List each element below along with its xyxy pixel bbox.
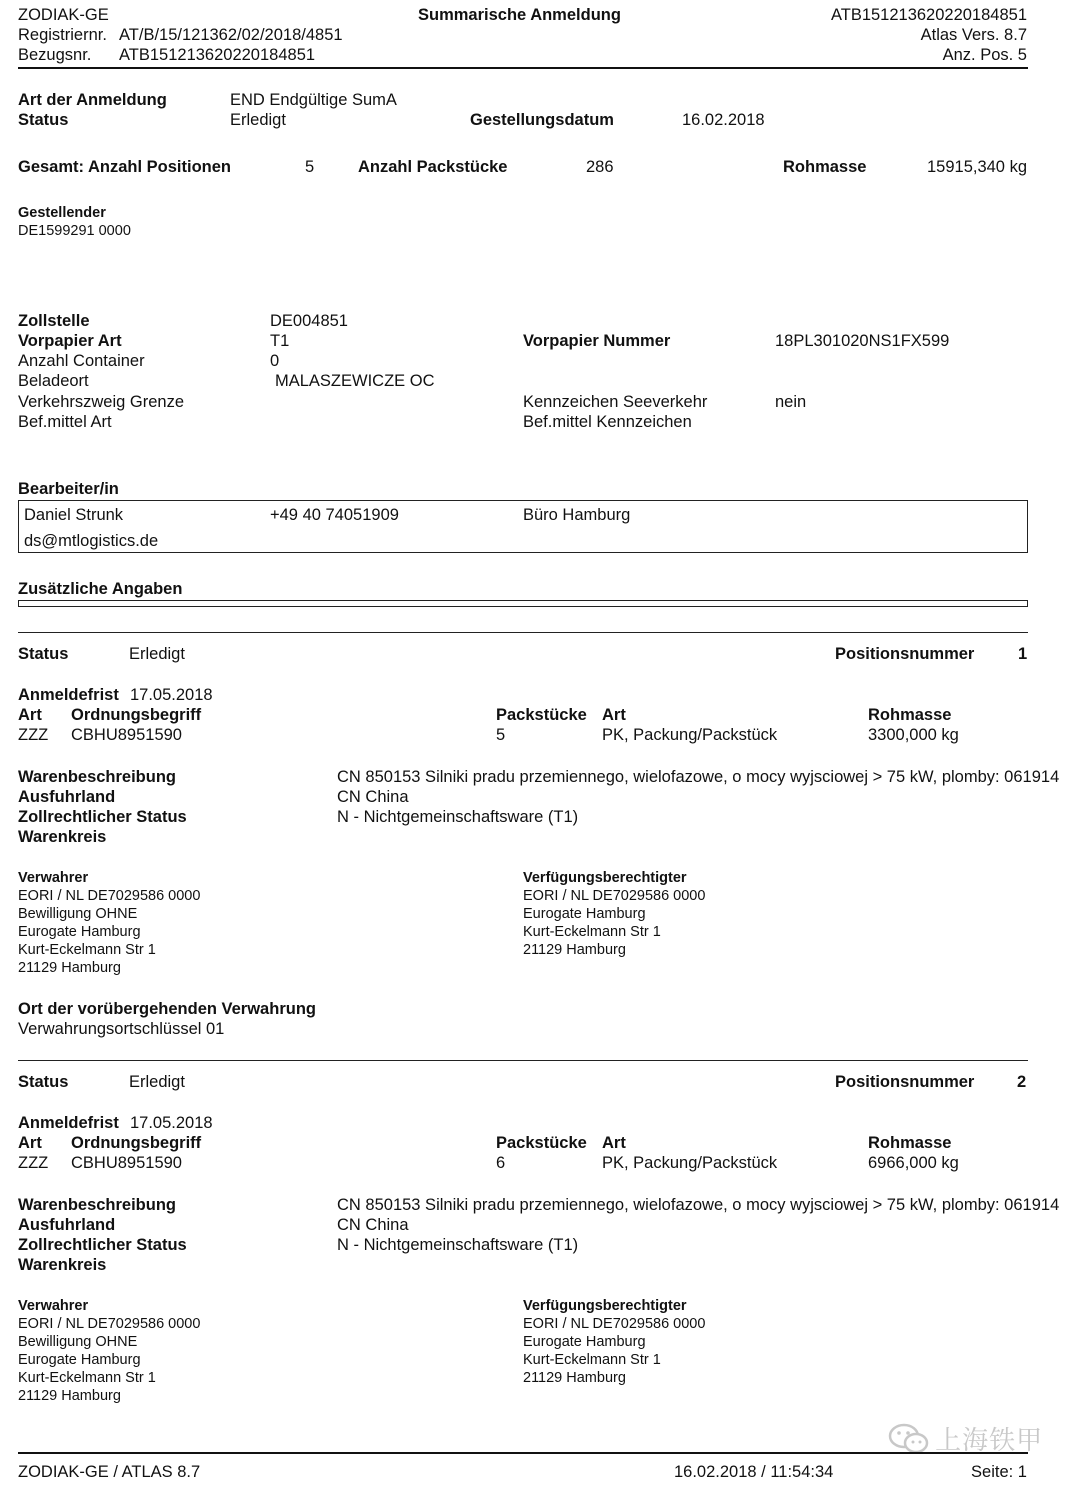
pos2-verfuegung-label: Verfügungsberechtigter — [523, 1298, 687, 1314]
art-der-anmeldung-value: END Endgültige SumA — [230, 91, 397, 109]
gestellungsdatum-value: 16.02.2018 — [682, 111, 765, 129]
pos1-verwahrer-line: 21129 Hamburg — [18, 960, 121, 976]
zusaetzliche-angaben-title: Zusätzliche Angaben — [18, 580, 183, 598]
seeverkehr-value: nein — [775, 393, 807, 411]
bearbeiter-phone: +49 40 74051909 — [270, 506, 399, 524]
pos1-verwahrer-line: Bewilligung OHNE — [18, 906, 138, 922]
zollstelle-label: Zollstelle — [18, 312, 90, 330]
footer-page-number: Seite: 1 — [971, 1463, 1027, 1481]
pos2-verfuegung-line: 21129 Hamburg — [523, 1370, 626, 1386]
pos2-packstuecke-value: 6 — [496, 1154, 506, 1172]
pos2-zollrecht-value: N - Nichtgemeinschaftsware (T1) — [337, 1236, 579, 1254]
pos2-status-label: Status — [18, 1073, 69, 1091]
gestellender-value: DE1599291 0000 — [18, 223, 131, 239]
pos1-status-label: Status — [18, 645, 69, 663]
pos2-warenbeschreibung-label: Warenbeschreibung — [18, 1196, 176, 1214]
anzahl-positionen-header: Anz. Pos. 5 — [942, 46, 1027, 64]
pos2-packstuecke-label: Packstücke — [496, 1134, 587, 1152]
pos1-positionsnummer-value: 1 — [1018, 645, 1028, 663]
rohmasse-label: Rohmasse — [783, 158, 867, 176]
pos1-verfuegung-line: Eurogate Hamburg — [523, 906, 646, 922]
befmittel-kennzeichen-label: Bef.mittel Kennzeichen — [523, 413, 692, 431]
ort-verwahrung-title: Ort der vorübergehenden Verwahrung — [18, 1000, 316, 1018]
pos1-rohmasse-label: Rohmasse — [868, 706, 952, 724]
pos2-rohmasse-value: 6966,000 kg — [868, 1154, 959, 1172]
pos2-packart-label: Art — [602, 1134, 626, 1152]
pos1-status-value: Erledigt — [129, 645, 185, 663]
bearbeiter-office: Büro Hamburg — [523, 506, 631, 524]
pos1-verfuegung-line: 21129 Hamburg — [523, 942, 626, 958]
zollstelle-value: DE004851 — [270, 312, 348, 330]
bezugsnr-label: Bezugsnr. — [18, 46, 92, 64]
pos2-rohmasse-label: Rohmasse — [868, 1134, 952, 1152]
pos2-status-value: Erledigt — [129, 1073, 185, 1091]
pos2-verwahrer-line: Kurt-Eckelmann Str 1 — [18, 1370, 156, 1386]
pos1-warenkreis-label: Warenkreis — [18, 828, 107, 846]
watermark-text: 上海铁甲 — [935, 1426, 1044, 1456]
bearbeiter-name: Daniel Strunk — [24, 506, 124, 524]
pos1-verfuegung-line: Kurt-Eckelmann Str 1 — [523, 924, 661, 940]
pos1-packart-label: Art — [602, 706, 626, 724]
pos2-ordnungsbegriff-value: CBHU8951590 — [71, 1154, 182, 1172]
pos2-positionsnummer-label: Positionsnummer — [835, 1073, 975, 1091]
status-value: Erledigt — [230, 111, 286, 129]
pos1-rohmasse-value: 3300,000 kg — [868, 726, 959, 744]
gesamt-positionen-label: Gesamt: Anzahl Positionen — [18, 158, 232, 176]
pos1-anmeldefrist-label: Anmeldefrist — [18, 686, 119, 704]
anzahl-container-label: Anzahl Container — [18, 352, 145, 370]
pos1-art-value: ZZZ — [18, 726, 49, 744]
pos2-warenbeschreibung-value: CN 850153 Silniki pradu przemiennego, wielofazowe, o mocy wyjsciowej > 75 kW, plomby: 061914 — [337, 1196, 1060, 1214]
footer-divider — [18, 1452, 1028, 1454]
pos1-art-label: Art — [18, 706, 42, 724]
pos1-ordnungsbegriff-value: CBHU8951590 — [71, 726, 182, 744]
beladeort-label: Beladeort — [18, 372, 89, 390]
footer-left: ZODIAK-GE / ATLAS 8.7 — [18, 1463, 201, 1481]
pos2-anmeldefrist-label: Anmeldefrist — [18, 1114, 119, 1132]
pos1-zollrecht-value: N - Nichtgemeinschaftsware (T1) — [337, 808, 579, 826]
header-divider — [18, 67, 1028, 69]
pos1-packstuecke-label: Packstücke — [496, 706, 587, 724]
art-der-anmeldung-label: Art der Anmeldung — [18, 91, 167, 109]
company-name: ZODIAK-GE — [18, 6, 109, 24]
pos1-ausfuhrland-value: CN China — [337, 788, 409, 806]
pos1-ausfuhrland-label: Ausfuhrland — [18, 788, 116, 806]
vorpapier-art-value: T1 — [270, 332, 290, 350]
footer-timestamp: 16.02.2018 / 11:54:34 — [674, 1463, 834, 1481]
pos1-verfuegung-line: EORI / NL DE7029586 0000 — [523, 888, 706, 904]
pos2-warenkreis-label: Warenkreis — [18, 1256, 107, 1274]
pos1-packstuecke-value: 5 — [496, 726, 506, 744]
bearbeiter-email: ds@mtlogistics.de — [24, 532, 159, 550]
pos1-positionsnummer-label: Positionsnummer — [835, 645, 975, 663]
pos1-warenbeschreibung-label: Warenbeschreibung — [18, 768, 176, 786]
vorpapier-art-label: Vorpapier Art — [18, 332, 122, 350]
pos2-packart-value: PK, Packung/Packstück — [602, 1154, 778, 1172]
pos1-packart-value: PK, Packung/Packstück — [602, 726, 778, 744]
pos1-verfuegung-label: Verfügungsberechtigter — [523, 870, 687, 886]
registriernr-value: AT/B/15/121362/02/2018/4851 — [119, 26, 343, 44]
pos2-ordnungsbegriff-label: Ordnungsbegriff — [71, 1134, 202, 1152]
pos2-verfuegung-line: Eurogate Hamburg — [523, 1334, 646, 1350]
pos2-verwahrer-label: Verwahrer — [18, 1298, 89, 1314]
bearbeiter-title: Bearbeiter/in — [18, 480, 119, 498]
pos1-zollrecht-label: Zollrechtlicher Status — [18, 808, 187, 826]
pos2-verwahrer-line: 21129 Hamburg — [18, 1388, 121, 1404]
pos2-anmeldefrist-value: 17.05.2018 — [130, 1114, 213, 1132]
vorpapier-nummer-value: 18PL301020NS1FX599 — [775, 332, 950, 350]
pos2-positionsnummer-value: 2 — [1017, 1073, 1027, 1091]
pos2-art-value: ZZZ — [18, 1154, 49, 1172]
pos2-verwahrer-line: EORI / NL DE7029586 0000 — [18, 1316, 201, 1332]
pos1-verwahrer-line: Eurogate Hamburg — [18, 924, 141, 940]
gestellender-label: Gestellender — [18, 205, 106, 221]
status-label: Status — [18, 111, 69, 129]
pos2-zollrecht-label: Zollrechtlicher Status — [18, 1236, 187, 1254]
pos1-verwahrer-label: Verwahrer — [18, 870, 89, 886]
pos1-anmeldefrist-value: 17.05.2018 — [130, 686, 213, 704]
gestellungsdatum-label: Gestellungsdatum — [470, 111, 614, 129]
registriernr-label: Registriernr. — [18, 26, 107, 44]
position-1-divider — [18, 632, 1028, 633]
bezugsnr-value: ATB151213620220184851 — [119, 46, 316, 64]
position-2-divider — [18, 1060, 1028, 1061]
reference-top-right: ATB151213620220184851 — [830, 6, 1027, 24]
pos2-art-label: Art — [18, 1134, 42, 1152]
seeverkehr-label: Kennzeichen Seeverkehr — [523, 393, 708, 411]
wechat-icon — [888, 1422, 930, 1456]
rohmasse-value: 15915,340 kg — [926, 158, 1027, 176]
gesamt-positionen-value: 5 — [305, 158, 315, 176]
pos2-ausfuhrland-label: Ausfuhrland — [18, 1216, 116, 1234]
zusaetzliche-angaben-box — [18, 600, 1028, 607]
anzahl-packstuecke-label: Anzahl Packstücke — [358, 158, 508, 176]
pos1-verwahrer-line: Kurt-Eckelmann Str 1 — [18, 942, 156, 958]
beladeort-value: MALASZEWICZE OC — [275, 372, 435, 390]
anzahl-container-value: 0 — [270, 352, 280, 370]
pos1-warenbeschreibung-value: CN 850153 Silniki pradu przemiennego, wielofazowe, o mocy wyjsciowej > 75 kW, plomby: 061914 — [337, 768, 1060, 786]
verkehrszweig-label: Verkehrszweig Grenze — [18, 393, 184, 411]
pos2-verfuegung-line: Kurt-Eckelmann Str 1 — [523, 1352, 661, 1368]
ort-verwahrung-value: Verwahrungsortschlüssel 01 — [18, 1020, 225, 1038]
pos2-verwahrer-line: Bewilligung OHNE — [18, 1334, 138, 1350]
anzahl-packstuecke-value: 286 — [586, 158, 614, 176]
version-text: Atlas Vers. 8.7 — [920, 26, 1027, 44]
pos1-verwahrer-line: EORI / NL DE7029586 0000 — [18, 888, 201, 904]
befmittel-art-label: Bef.mittel Art — [18, 413, 112, 431]
pos2-verwahrer-line: Eurogate Hamburg — [18, 1352, 141, 1368]
document-title: Summarische Anmeldung — [418, 6, 621, 24]
pos1-ordnungsbegriff-label: Ordnungsbegriff — [71, 706, 202, 724]
pos2-verfuegung-line: EORI / NL DE7029586 0000 — [523, 1316, 706, 1332]
pos2-ausfuhrland-value: CN China — [337, 1216, 409, 1234]
vorpapier-nummer-label: Vorpapier Nummer — [523, 332, 671, 350]
